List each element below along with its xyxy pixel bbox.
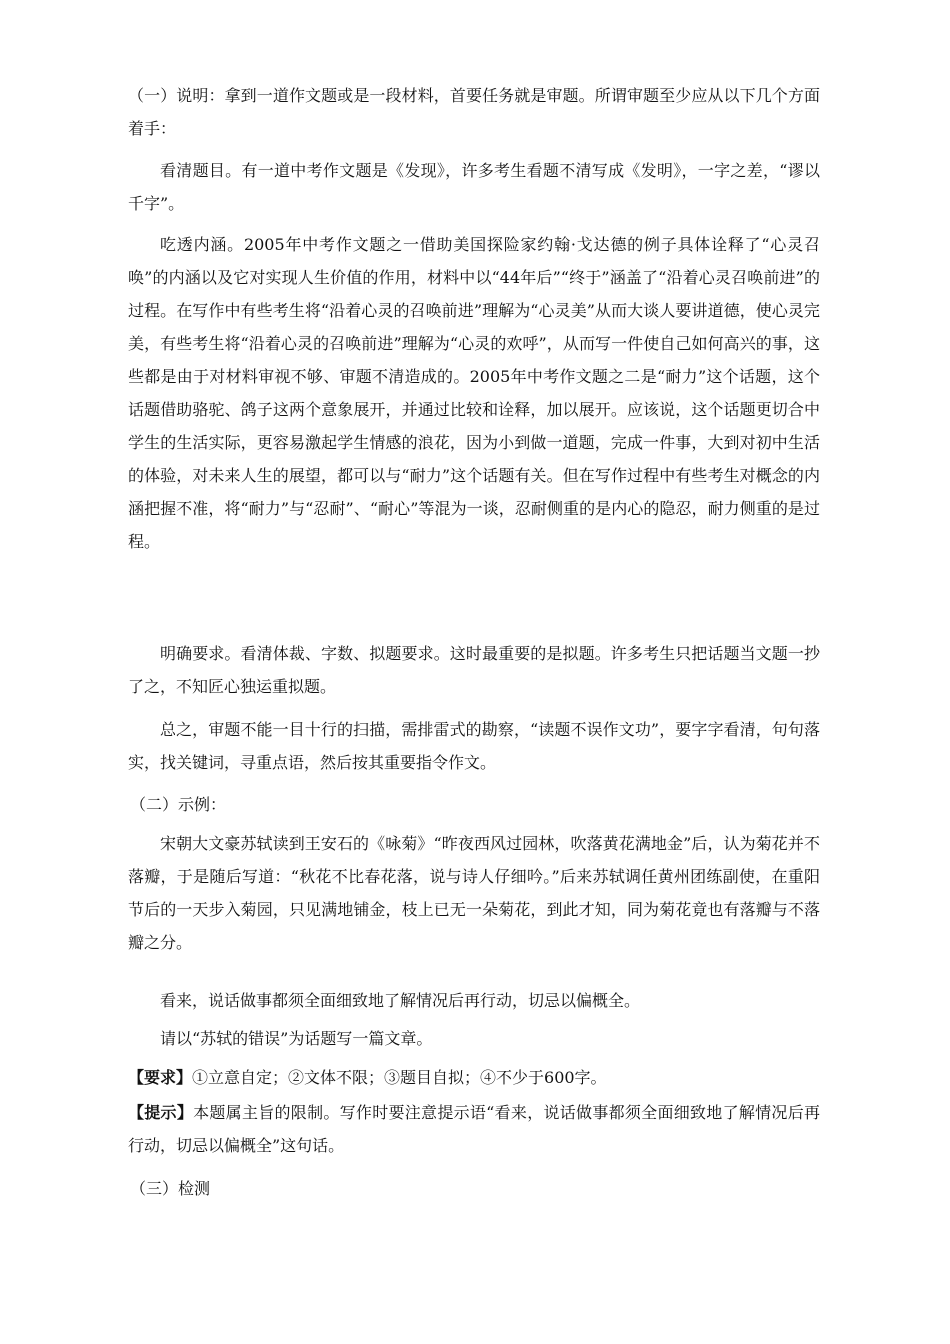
hint-label: 【提示】 [128, 1103, 194, 1122]
hint-paragraph [128, 1096, 820, 1162]
paragraph-read-title: 看清题目。有一道中考作文题是《发现》，许多考生看题不清写成《发明》，一字之差，“谬以千字”。 [128, 161, 820, 213]
paragraph-su-shi-story: 宋朝大文豪苏轼读到王安石的《咏菊》“昨夜西风过园林，吹落黄花满地金”后，认为菊花并不落瓣，于是随后写道：“秋花不比春花落，说与诗人仔细吟。”后来苏轼调任黄州团练副使，在重阳节后的一天步入菊园，只见满地铺金，枝上已无一朵菊花，到此才知，同为菊花竟也有落瓣与不落瓣之分。 [128, 834, 820, 952]
paragraph-summary: 总之，审题不能一目十行的扫描，需排雷式的勘察，“读题不误作文功”，要字字看清，句句落实，找关键词，寻重点语，然后按其重要指令作文。 [128, 720, 820, 772]
paragraph-grasp-meaning: 吃透内涵。2005年中考作文题之一借助美国探险家约翰·戈达德的例子具体诠释了“心灵召唤”的内涵以及它对实现人生价值的作用，材料中以“44年后”“终于”涵盖了“沿着心灵召唤前进”的过程。在写作中有些考生将“沿着心灵的召唤前进”理解为“心灵美”从而大谈人要讲道德，使心灵完美，有些考生将“沿着心灵的召唤前进”理解为“心灵的欢呼”，从而写一件使自己如何高兴的事，这些都是由于对材料审视不够、审题不清造成的。2005年中考作文题之二是“耐力”这个话题，这个话题借助骆驼、鸽子这两个意象展开，并通过比较和诠释，加以展开。应该说，这个话题更切合中学生的生活实际，更容易激起学生情感的浪花，因为小到做一道题，完成一件事，大到对初中生活的体验，对未来人生的展望，都可以与“耐力”这个话题有关。但在写作过程中有些考生对概念的内涵把握不准，将“耐力”与“忍耐”、“耐心”等混为一谈，忍耐侧重的是内心的隐忍，耐力侧重的是过程。 [128, 235, 820, 551]
section-heading-explanation: （一）说明：拿到一道作文题或是一段材料，首要任务就是审题。所谓审题至少应从以下几个方面着手： [128, 86, 820, 138]
paragraph-conclusion: 看来，说话做事都须全面细致地了解情况后再行动，切忌以偏概全。 [160, 991, 641, 1010]
hint-text: 本题属主旨的限制。写作时要注意提示语“看来，说话做事都须全面细致地了解情况后再行动，切忌以偏概全”这句话。 [128, 1103, 820, 1155]
section-heading-test: （三）检测 [130, 1179, 211, 1198]
section-heading-example: （二）示例： [130, 795, 227, 814]
requirements-line [128, 1061, 820, 1094]
requirements-label: 【要求】 [128, 1068, 193, 1087]
paragraph-writing-prompt: 请以“苏轼的错误”为话题写一篇文章。 [160, 1029, 433, 1048]
paragraph-clear-requirements: 明确要求。看清体裁、字数、拟题要求。这时最重要的是拟题。许多考生只把话题当文题一抄了之，不知匠心独运重拟题。 [128, 644, 820, 696]
requirements-text: ①立意自定；②文体不限；③题目自拟；④不少于600字。 [192, 1068, 607, 1087]
